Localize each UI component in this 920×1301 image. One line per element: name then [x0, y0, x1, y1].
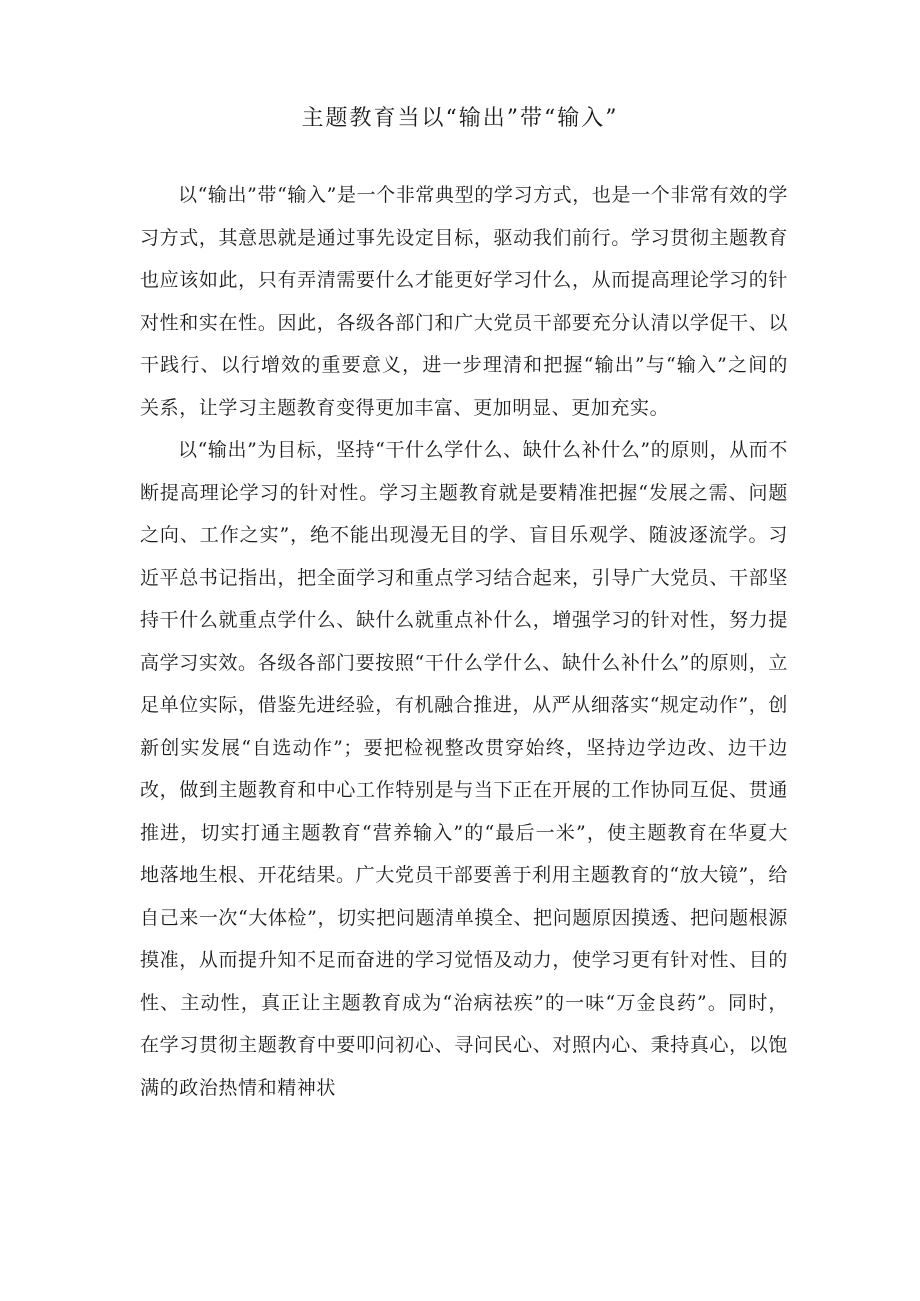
document-title: 主题教育当以“输出”带“输入”	[301, 106, 619, 131]
document-body	[140, 174, 788, 1109]
paragraph-2: 以“输出”为目标，坚持“干什么学什么、缺什么补什么”的原则，从而不断提高理论学习的针对性。学习主题教育就是要精准把握“发展之需、问题之向、工作之实”，绝不能出现漫无目的学、盲目乐观学、随波逐流学。习近平总书记指出，把全面学习和重点学习结合起来，引导广大党员、干部坚持干什么就重点学什么、缺什么就重点补什么，增强学习的针对性，努力提高学习实效。各级各部门要按照“干什么学什么、缺什么补什么”的原则，立足单位实际，借鉴先进经验，有机融合推进，从严从细落实“规定动作”，创新创实发展“自选动作”；要把检视整改贯穿始终，坚持边学边改、边干边改，做到主题教育和中心工作特别是与当下正在开展的工作协同互促、贯通推进，切实打通主题教育“营养输入”的“最后一米”，使主题教育在华夏大地落地生根、开花结果。广大党员干部要善于利用主题教育的“放大镜”，给自己来一次“大体检”，切实把问题清单摸全、把问题原因摸透、把问题根源摸准，从而提升知不足而奋进的学习觉悟及动力，使学习更有针对性、目的性、主动性，真正让主题教育成为“治病祛疾”的一味“万金良药”。同时，在学习贯彻主题教育中要叩问初心、寻问民心、对照内心、秉持真心，以饱满的政治热情和精神状	[140, 439, 788, 1099]
paragraph-1: 以“输出”带“输入”是一个非常典型的学习方式，也是一个非常有效的学习方式，其意思就是通过事先设定目标，驱动我们前行。学习贯彻主题教育也应该如此，只有弄清需要什么才能更好学习什么，从而提高理论学习的针对性和实在性。因此，各级各部门和广大党员干部要充分认清以学促干、以干践行、以行增效的重要意义，进一步理清和把握“输出”与“输入”之间的关系，让学习主题教育变得更加丰富、更加明显、更加充实。	[140, 184, 788, 419]
